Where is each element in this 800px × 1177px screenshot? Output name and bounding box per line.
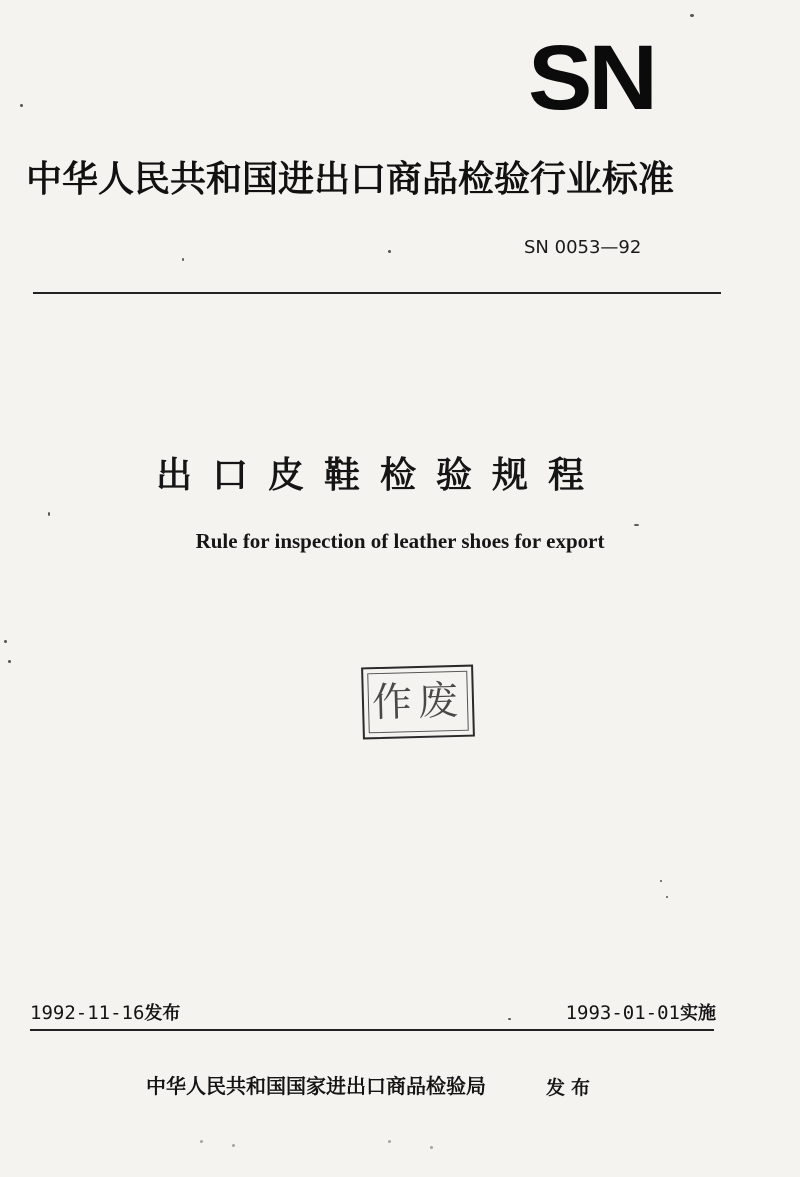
obsolete-stamp xyxy=(361,665,475,740)
issue-date xyxy=(30,998,180,1029)
scan-speck xyxy=(8,660,11,663)
effective-date-label: 实施 xyxy=(680,1003,716,1024)
scan-speck xyxy=(182,258,184,261)
scan-speck xyxy=(232,1144,235,1147)
scan-speck xyxy=(48,512,50,516)
issue-date-label: 发布 xyxy=(144,1003,181,1024)
effective-date xyxy=(566,998,716,1029)
document-title-english: Rule for inspection of leather shoes for export xyxy=(195,529,605,553)
effective-date-value: 1993-01-01 xyxy=(565,1002,680,1024)
scan-speck xyxy=(388,1140,391,1143)
standard-type-heading: 中华人民共和国进出口商品检验行业标准 xyxy=(26,159,675,200)
scan-speck xyxy=(634,524,639,526)
sn-logo: SN xyxy=(528,27,654,129)
issue-date-value: 1992-11-16 xyxy=(30,1002,145,1024)
scan-speck xyxy=(430,1146,433,1149)
scan-speck xyxy=(660,880,662,882)
publisher-name: 中华人民共和国国家进出口商品检验局 xyxy=(146,1074,486,1098)
scan-speck xyxy=(508,1018,511,1020)
publisher-action: 发布 xyxy=(546,1077,597,1099)
scan-speck xyxy=(388,250,391,253)
scan-speck xyxy=(4,640,7,643)
scan-speck xyxy=(666,896,668,898)
scan-speck xyxy=(20,104,23,107)
header-divider xyxy=(33,292,721,294)
footer-divider xyxy=(30,1029,714,1031)
stamp-text: 作废 xyxy=(371,677,465,727)
date-row xyxy=(30,998,716,1028)
scan-speck xyxy=(200,1140,203,1143)
document-title-chinese: 出口皮鞋检验规程 xyxy=(155,455,604,496)
scan-speck xyxy=(690,14,694,17)
standard-number: SN 0053—92 xyxy=(524,237,642,258)
